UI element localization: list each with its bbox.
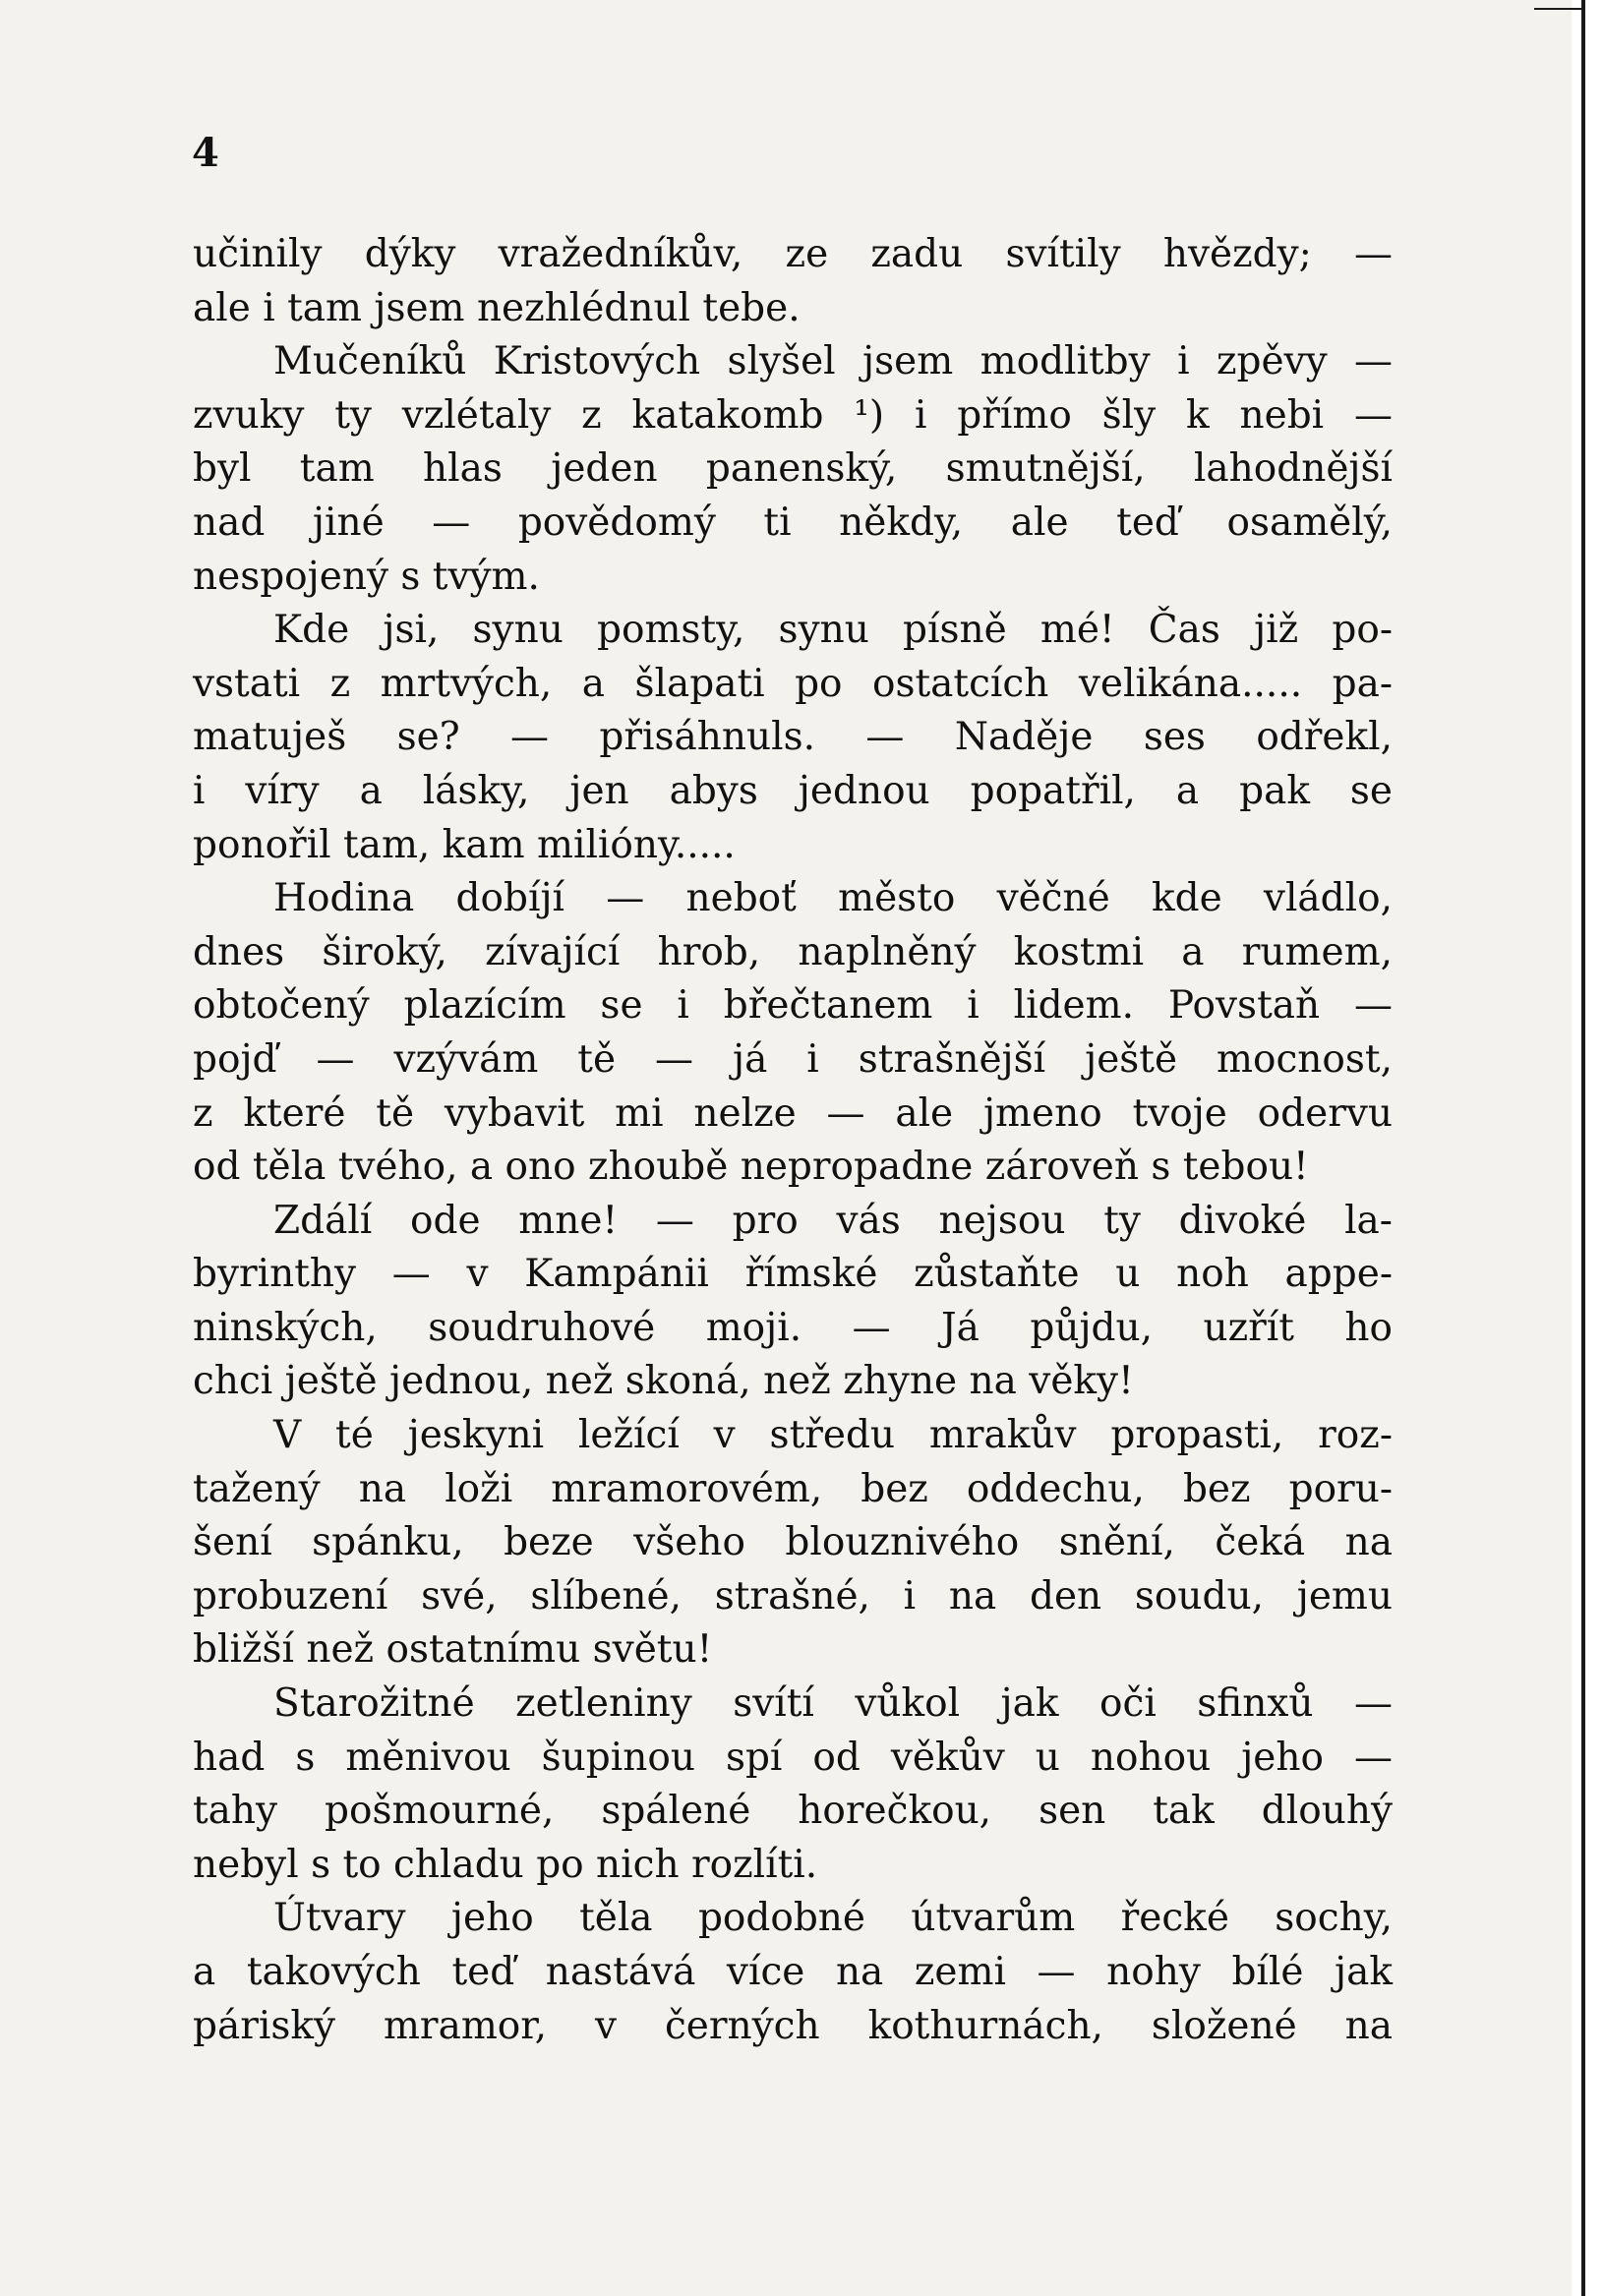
text-line: šení spánku, beze všeho blouznivého snění, čeká na (193, 1520, 1393, 1565)
text-line: Útvary jeho těla podobné útvarům řecké sochy, (273, 1896, 1393, 1941)
text-line: a takových teď nastává více na zemi — nohy bílé jak (193, 1950, 1393, 1994)
text-line: učinily dýky vražedníkův, ze zadu svítily hvězdy; — (193, 232, 1393, 276)
paragraph (193, 1409, 1393, 1678)
text-line: Starožitné zetleniny svítí vůkol jak oči sfinxů — (273, 1681, 1393, 1727)
text-line: z které tě vybavit mi nelze — ale jmeno tvoje odervu (193, 1090, 1393, 1136)
page-edge (1572, 0, 1603, 2296)
text-line: bližší než ostatnímu světu! (193, 1627, 713, 1673)
text-line: byl tam hlas jeden panenský, smutnější, lahodnější (193, 446, 1393, 492)
text-line: nebyl s to chladu po nich rozlíti. (193, 1842, 818, 1887)
paragraph (193, 604, 1393, 872)
text-line: Kde jsi, synu pomsty, synu písně mé! Čas již po- (273, 608, 1393, 653)
paragraph (193, 1195, 1393, 1409)
text-line: tažený na loži mramorovém, bez oddechu, bez poru- (193, 1466, 1393, 1511)
text-line: ninských, soudruhové moji. — Já půjdu, uzřít ho (193, 1305, 1393, 1350)
text-line: chci ještě jednou, než skoná, než zhyne na věky! (193, 1359, 1134, 1404)
text-line: V té jeskyni ležící v středu mrakův propasti, roz- (273, 1413, 1393, 1458)
paragraph (193, 228, 1393, 335)
page-number: 4 (192, 130, 219, 176)
text-line: Mučeníků Kristových slyšel jsem modlitby i zpěvy — (273, 339, 1393, 384)
text-line: byrinthy — v Kampánii římské zůstaňte u noh appe- (193, 1252, 1393, 1297)
paragraph (193, 335, 1393, 604)
paragraph (193, 1892, 1393, 2053)
text-line: had s měnivou šupinou spí od věkův u nohou jeho — (193, 1735, 1393, 1780)
text-line: pojď — vzývám tě — já i strašnější ještě mocnost, (193, 1036, 1393, 1082)
text-line: nespojený s tvým. (193, 554, 540, 599)
text-line: probuzení své, slíbené, strašné, i na den soudu, jemu (193, 1573, 1393, 1619)
text-line: tahy pošmourné, spálené horečkou, sen tak dlouhý (193, 1789, 1393, 1834)
text-line: obtočený plazícím se i břečtanem i lidem. Povstaň — (193, 983, 1393, 1029)
text-line: vstati z mrtvých, a šlapati po ostatcích velikána..... pa- (193, 661, 1393, 706)
text-line: i víry a lásky, jen abys jednou popatřil, a pak se (193, 768, 1393, 813)
paragraph (193, 1678, 1393, 1892)
text-line: od těla tvého, a ono zhoubě nepropadne zároveň s tebou! (193, 1145, 1309, 1190)
text-line: zvuky ty vzlétaly z katakomb ¹) i přímo šly k nebi — (193, 392, 1393, 438)
text-line: Zdálí ode mne! — pro vás nejsou ty divoké la- (273, 1198, 1393, 1243)
text-line: páriský mramor, v černých kothurnách, složené na (193, 2003, 1393, 2048)
text-line: Hodina dobíjí — neboť město věčné kde vládlo, (273, 876, 1393, 921)
paragraph (193, 872, 1393, 1195)
text-line: ale i tam jsem nezhlédnul tebe. (193, 285, 801, 330)
text-body (193, 228, 1393, 2053)
text-line: nad jiné — povědomý ti někdy, ale teď osamělý, (193, 500, 1393, 545)
text-line: matuješ se? — přisáhnuls. — Naděje ses odřekl, (193, 715, 1393, 760)
page-edge-line (1581, 0, 1585, 2296)
page-edge-line-top (1534, 8, 1583, 10)
text-line: ponořil tam, kam milióny..... (193, 822, 736, 867)
text-line: dnes široký, zívající hrob, naplněný kostmi a rumem, (193, 929, 1393, 974)
